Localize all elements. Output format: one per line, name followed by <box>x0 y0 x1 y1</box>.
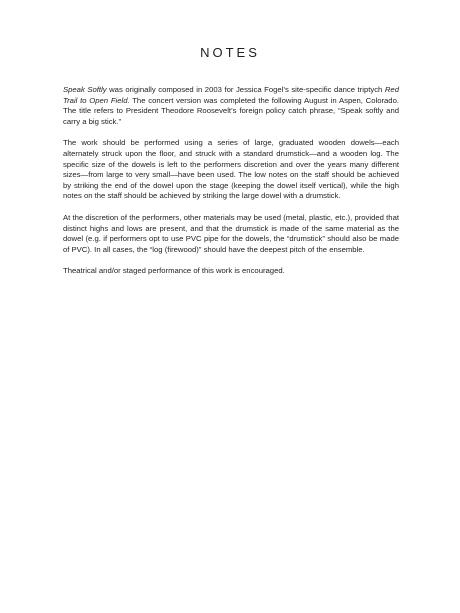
work-title: Speak Softly <box>63 85 107 94</box>
paragraph-text: . The concert version was completed the following August in Aspen, Colorado. The title refers to President Theodore Roosevelt’s foreign policy catch phrase, “Speak softly and carry a big stick.” <box>63 95 399 126</box>
paragraph-materials: At the discretion of the performers, other materials may be used (metal, plastic, etc.), provided that distinct highs and lows are present, and that the drumstick is made of the same material as the dowel (e.g. if performers opt to use PVC pipe for the dowels, the “drumstick” should also be made of PVC). In all cases, the “log (firewood)” should have the deepest pitch of the ensemble. <box>63 212 399 254</box>
paragraph-performance: The work should be performed using a series of large, graduated wooden dowels—each alternately struck upon the floor, and struck with a standard drumstick—and a wooden log. The specific size of the dowels is left to the performers discretion and over the years many different sizes—from large to very small—have been used. The low notes on the staff should be achieved by striking the end of the dowel upon the stage (keeping the dowel itself vertical), while the high notes on the staff should be achieved by striking the large dowel with a drumstick. <box>63 138 399 201</box>
paragraph-text: was originally composed in 2003 for Jessica Fogel’s site-specific dance triptych <box>106 85 385 94</box>
page-title: NOTES <box>200 45 260 60</box>
notes-body <box>63 85 399 288</box>
paragraph-theatrical: Theatrical and/or staged performance of this work is encouraged. <box>63 266 285 276</box>
paragraph-origin <box>63 85 399 127</box>
triptych-title: Red Trail to Open Field <box>63 85 399 105</box>
